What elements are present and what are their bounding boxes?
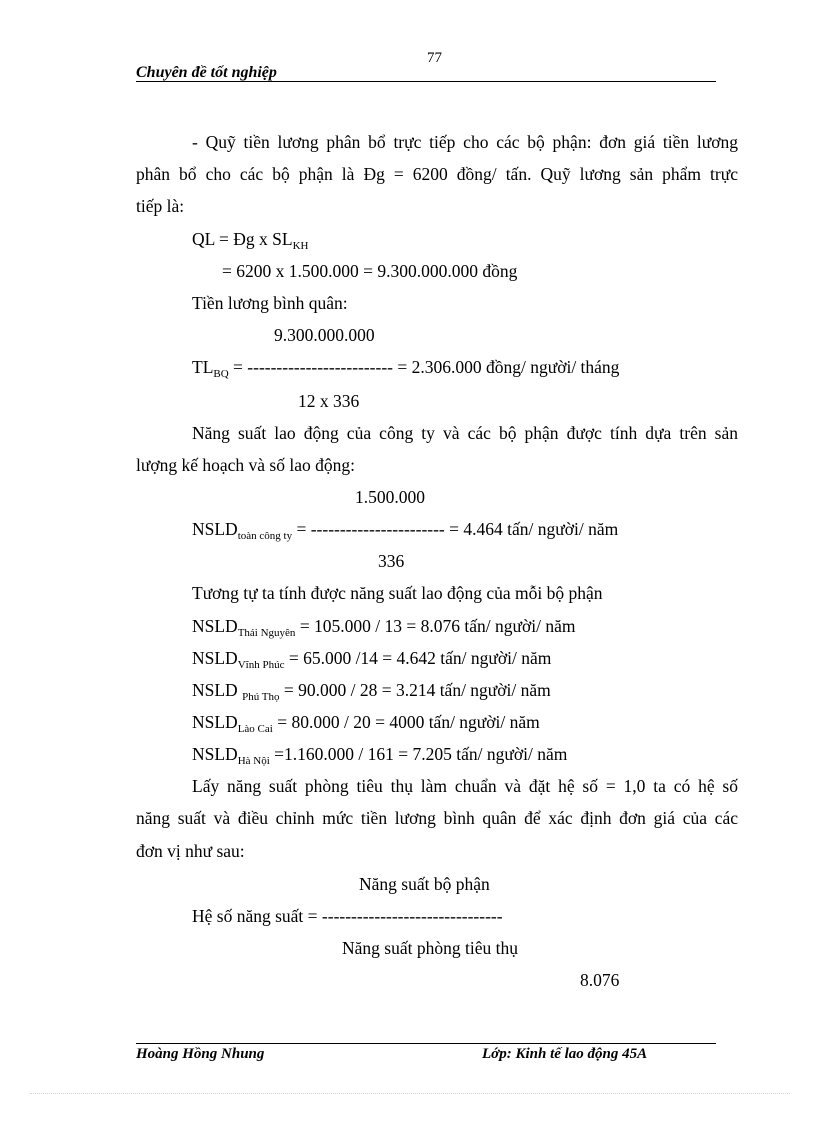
paragraph-line: - Quỹ tiền lương phân bổ trực tiếp cho các bộ phận: đơn giá tiền lương bbox=[192, 132, 738, 152]
paragraph-line: tiếp là: bbox=[136, 196, 185, 216]
paragraph-line: Lấy năng suất phòng tiêu thụ làm chuẩn và đặt hệ số = 1,0 ta có hệ số bbox=[192, 776, 738, 796]
paragraph-line: phân bổ cho các bộ phận là Đg = 6200 đồng/ tấn. Quỹ lương sản phẩm trực bbox=[136, 164, 738, 184]
tlbq-formula: $TL_{BQ}$ = ------------------------- = 2.306.000 đồng/ người/ tháng bbox=[192, 357, 620, 380]
branch-line: $NSLD_{Hà Nội} =1.160.000 / 161 = 7.205$ tấn/ người/ năm bbox=[192, 744, 568, 767]
tail-value: 8.076 bbox=[580, 970, 620, 990]
branch-line: NSLD $_{Phú Thọ}$ = 90.000 / 28 = 3.214 tấn/ người/ năm bbox=[192, 680, 551, 703]
hs-formula: Hệ số năng suất = ------------------------------- bbox=[192, 906, 503, 926]
branch-line: $NSLD_{Vĩnh Phúc} = 65.000$ /14 = 4.642 tấn/ người/ năm bbox=[192, 648, 552, 671]
paragraph-line: đơn vị như sau: bbox=[136, 841, 245, 861]
footer-author: Hoàng Hồng Nhung bbox=[136, 1046, 265, 1062]
tlbq-numerator: 9.300.000.000 bbox=[274, 325, 375, 345]
paragraph-line: năng suất và điều chỉnh mức tiền lương bình quân để xác định đơn giá của các bbox=[136, 808, 738, 828]
paragraph-line: Năng suất lao động của công ty và các bộ phận được tính dựa trên sản bbox=[192, 423, 738, 443]
footer-class: Lớp: Kinh tế lao động 45A bbox=[482, 1046, 648, 1062]
formula-ql: QL = Đg x $SL_{KH}$ bbox=[192, 229, 309, 252]
header-rule bbox=[136, 81, 716, 82]
paragraph-line: lượng kế hoạch và số lao động: bbox=[136, 455, 355, 475]
header-title: Chuyên đề tốt nghiệp bbox=[136, 64, 277, 81]
nsld-numerator: 1.500.000 bbox=[355, 487, 425, 507]
page-number: 77 bbox=[427, 50, 442, 66]
tlbq-label: Tiền lương bình quân: bbox=[192, 293, 348, 313]
formula-ql-result: = 6200 x 1.500.000 = 9.300.000.000 đồng bbox=[222, 261, 518, 281]
nsld-denominator: 336 bbox=[378, 551, 405, 571]
branch-line: $NSLD_{Lào Cai} = 80.000 / 20 = 4000$ tấn/ người/ năm bbox=[192, 712, 540, 735]
footer-rule bbox=[136, 1043, 716, 1044]
tlbq-denominator: 12 x 336 bbox=[298, 391, 360, 411]
nsld-formula: $NSLD_{toàn công ty}$ = ----------------------- = 4.464 tấn/ người/ năm bbox=[192, 519, 619, 542]
hs-numerator: Năng suất bộ phận bbox=[359, 874, 490, 894]
similar-text: Tương tự ta tính được năng suất lao động của mỗi bộ phận bbox=[192, 583, 603, 603]
branch-line: $NSLD_{Thái Nguyên} = 105.000 / 13 = 8.076$ tấn/ người/ năm bbox=[192, 616, 576, 639]
hs-denominator: Năng suất phòng tiêu thụ bbox=[342, 938, 518, 958]
page-bottom-divider bbox=[30, 1093, 790, 1094]
